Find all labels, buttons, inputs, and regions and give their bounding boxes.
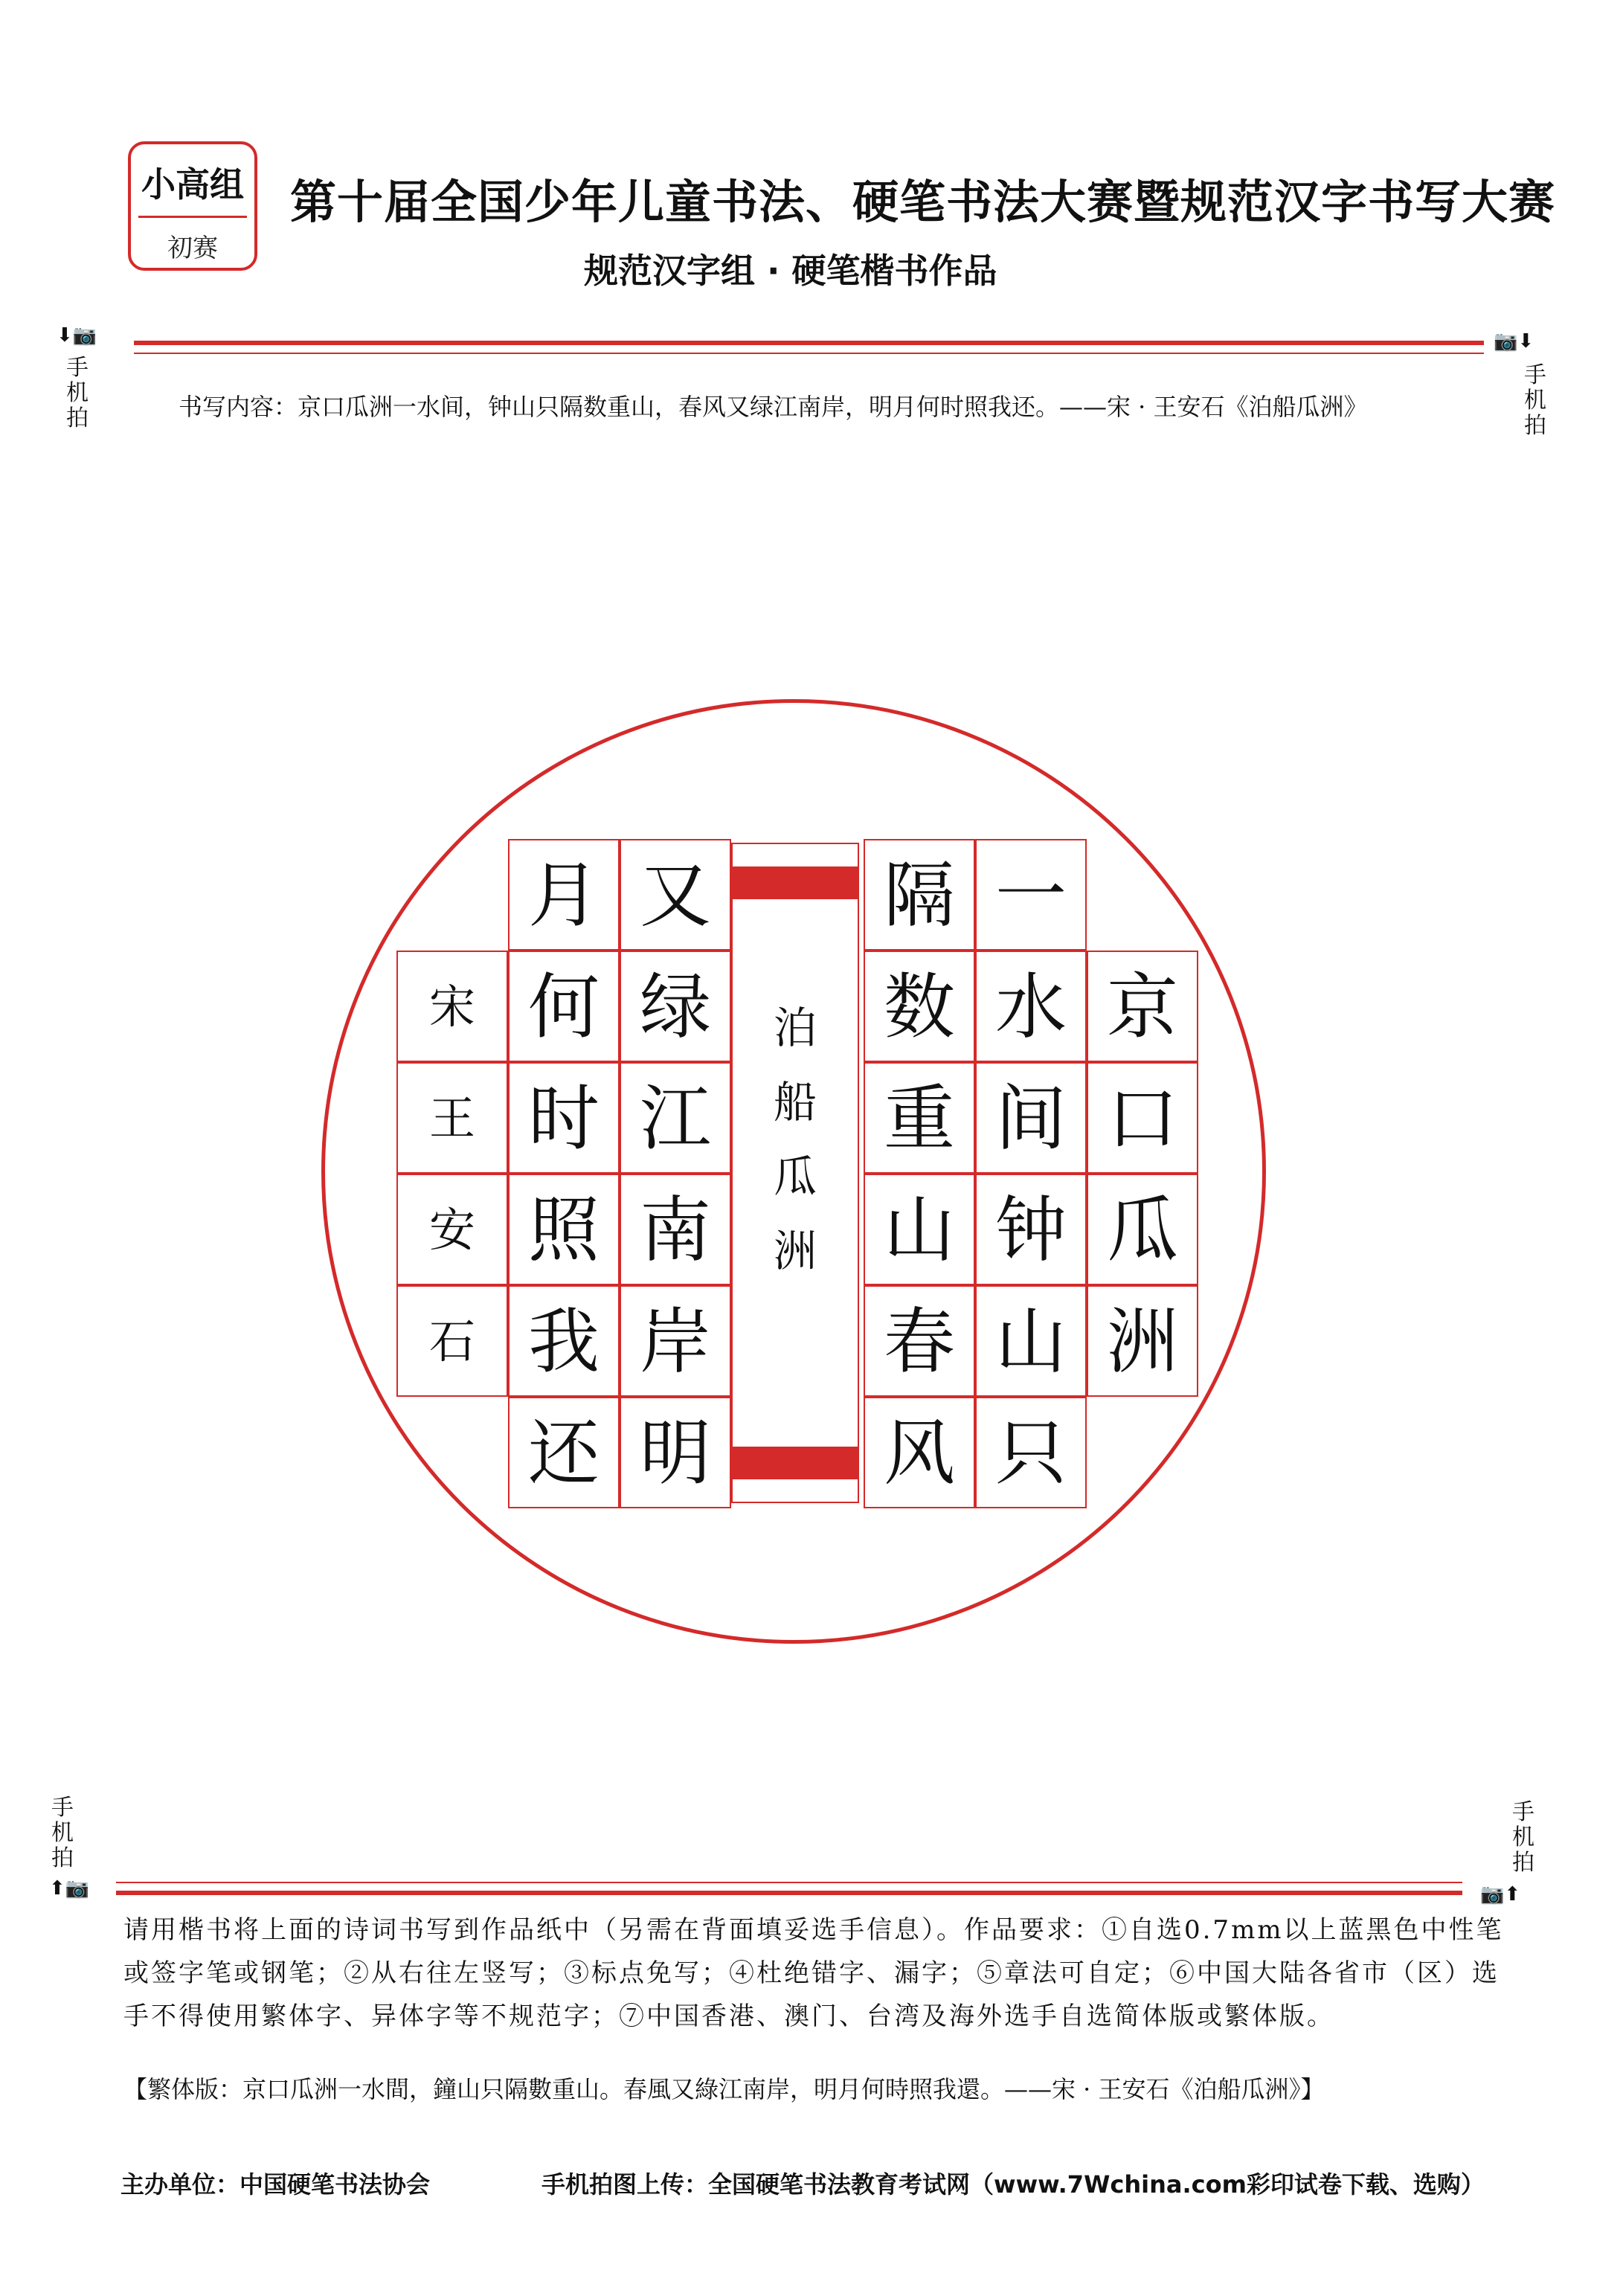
author-char-cell: 宋	[396, 951, 508, 1062]
writing-content: 书写内容：京口瓜洲一水间，钟山只隔数重山，春风又绿江南岸，明月何时照我还。——宋 · 王安石《泊船瓜洲》	[179, 393, 1368, 421]
camera-arrow-up-icon: 📷⬆	[1480, 1883, 1521, 1906]
poem-title-char: 船	[773, 1077, 817, 1128]
artwork-char-cell: 一	[975, 839, 1087, 951]
author-char-cell: 王	[396, 1062, 508, 1174]
artwork-char-cell: 只	[975, 1397, 1087, 1508]
artwork-char-cell: 京	[1087, 951, 1198, 1062]
artwork-char-cell: 春	[864, 1285, 975, 1397]
artwork-char-cell: 南	[620, 1174, 731, 1285]
footer-upload-info: 手机拍图上传：全国硬笔书法教育考试网（www.7Wchina.com彩印试卷下载、选购）	[541, 2170, 1485, 2199]
artwork-char-cell: 隔	[864, 839, 975, 951]
artwork-char-cell: 口	[1087, 1062, 1198, 1174]
camera-arrow-down-icon: 📷⬇	[1494, 330, 1534, 353]
stamp-round-label: 初赛	[167, 234, 218, 263]
phone-shoot-label-left: 手 机 拍	[51, 1795, 74, 1871]
artwork-char-cell: 月	[508, 839, 620, 951]
phone-shoot-label-right: 手 机 拍	[1524, 362, 1546, 439]
red-rule	[134, 353, 1484, 354]
banner-band-top	[733, 866, 858, 899]
author-char-cell: 石	[396, 1285, 508, 1397]
artwork-char-cell: 水	[975, 951, 1087, 1062]
poem-title-char: 瓜	[773, 1151, 817, 1202]
red-rule	[134, 341, 1484, 345]
title-banner	[731, 843, 859, 1503]
poem-title-char: 泊	[773, 1003, 817, 1053]
artwork-char-cell: 还	[508, 1397, 620, 1508]
red-rule	[116, 1891, 1462, 1895]
artwork-char-cell: 明	[620, 1397, 731, 1508]
group-stamp	[128, 141, 257, 271]
artwork-char-cell: 重	[864, 1062, 975, 1174]
artwork-char-cell: 山	[975, 1285, 1087, 1397]
artwork-char-cell: 间	[975, 1062, 1087, 1174]
artwork-char-cell: 照	[508, 1174, 620, 1285]
writing-instructions: 请用楷书将上面的诗词书写到作品纸中（另需在背面填妥选手信息）。作品要求：①自选0.7mm以上蓝黑色中性笔或签字笔或钢笔；②从右往左竖写；③标点免写；④杜绝错字、漏字；⑤章法可自定；⑥中国大陆各省市（区）选手不得使用繁体字、异体字等不规范字；⑦中国香港、澳门、台湾及海外选手自选简体版或繁体版。	[123, 1915, 1504, 2031]
phone-shoot-label-left: 手 机 拍	[66, 355, 89, 431]
red-rule	[116, 1882, 1462, 1883]
camera-arrow-down-icon: ⬇📷	[57, 324, 97, 347]
artwork-char-cell: 数	[864, 951, 975, 1062]
footer-organizer: 主办单位：中国硬笔书法协会	[120, 2170, 431, 2199]
artwork-char-cell: 钟	[975, 1174, 1087, 1285]
author-char-cell: 安	[396, 1174, 508, 1285]
stamp-divider	[138, 216, 247, 218]
artwork-char-cell: 江	[620, 1062, 731, 1174]
page-subtitle: 规范汉字组 · 硬笔楷书作品	[584, 251, 997, 291]
artwork-char-cell: 何	[508, 951, 620, 1062]
banner-band-bottom	[733, 1447, 858, 1479]
poem-title-char: 洲	[773, 1226, 817, 1276]
traditional-version-line: 【繁体版：京口瓜洲一水間，鐘山只隔數重山。春風又綠江南岸，明月何時照我還。——宋 · 王安石《泊船瓜洲》】	[123, 2075, 1325, 2103]
phone-shoot-label-right: 手 机 拍	[1512, 1799, 1534, 1876]
artwork-char-cell: 又	[620, 839, 731, 951]
stamp-group-label: 小高组	[141, 164, 244, 205]
artwork-char-cell: 我	[508, 1285, 620, 1397]
page-title: 第十届全国少年儿童书法、硬笔书法大赛暨规范汉字书写大赛	[290, 175, 1556, 229]
artwork-char-cell: 洲	[1087, 1285, 1198, 1397]
artwork-char-cell: 时	[508, 1062, 620, 1174]
artwork-char-cell: 瓜	[1087, 1174, 1198, 1285]
artwork-char-cell: 风	[864, 1397, 975, 1508]
artwork-char-cell: 绿	[620, 951, 731, 1062]
artwork-char-cell: 山	[864, 1174, 975, 1285]
artwork-char-cell: 岸	[620, 1285, 731, 1397]
camera-arrow-up-icon: ⬆📷	[49, 1877, 90, 1900]
